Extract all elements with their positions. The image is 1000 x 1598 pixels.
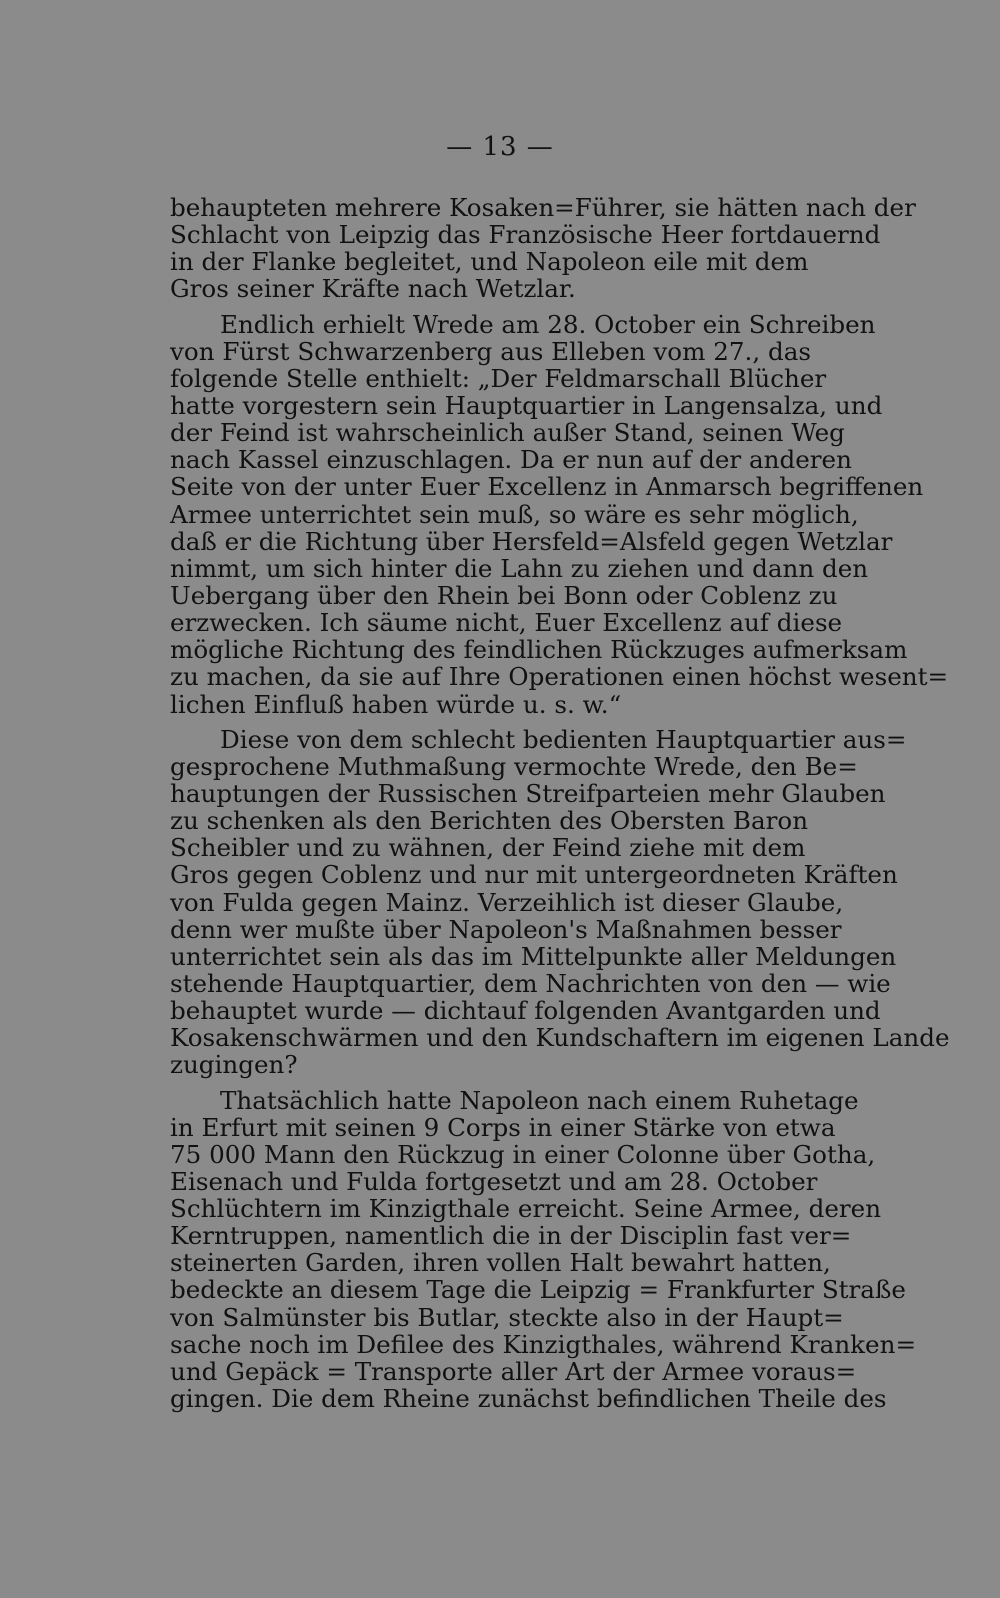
text-line: erzwecken. Ich säume nicht, Euer Excellenz auf diese: [170, 608, 843, 638]
text-line: hauptungen der Russischen Streifparteien mehr Glauben: [170, 778, 886, 808]
text-line: Uebergang über den Rhein bei Bonn oder Coblenz zu: [170, 580, 838, 610]
text-line: gingen. Die dem Rheine zunächst befindlichen Theile des: [170, 1384, 887, 1414]
text-line: Scheibler und zu wähnen, der Feind ziehe mit dem: [170, 833, 806, 863]
text-line: bedeckte an diesem Tage die Leipzig = Frankfurter Straße: [170, 1275, 906, 1305]
text-line: denn wer mußte über Napoleon's Maßnahmen besser: [170, 914, 842, 944]
text-line: hatte vorgestern sein Hauptquartier in Langensalza, und: [170, 390, 883, 420]
text-line: behaupteten mehrere Kosaken=Führer, sie hätten nach der: [170, 193, 916, 222]
text-line: nimmt, um sich hinter die Lahn zu ziehen und dann den: [170, 553, 869, 583]
text-line: behauptet wurde — dichtauf folgenden Avantgarden und: [170, 996, 881, 1026]
text-line: daß er die Richtung über Hersfeld=Alsfeld gegen Wetzlar: [170, 526, 893, 556]
text-line: von Fulda gegen Mainz. Verzeihlich ist dieser Glaube,: [170, 887, 844, 917]
text-line: zugingen?: [170, 1050, 298, 1080]
text-line: sache noch im Defilee des Kinzigthales, während Kranken=: [170, 1329, 917, 1359]
text-line: unterrichtet sein als das im Mittelpunkte aller Meldungen: [170, 941, 897, 971]
text-line: Thatsächlich hatte Napoleon nach einem Ruhetage: [220, 1085, 859, 1115]
text-line: Diese von dem schlecht bedienten Hauptquartier aus=: [220, 724, 907, 754]
text-line: Schlacht von Leipzig das Französische Heer fortdauernd: [170, 220, 881, 250]
text-line: Seite von der unter Euer Excellenz in Anmarsch begriffenen: [170, 472, 924, 502]
text-line: steinerten Garden, ihren vollen Halt bewahrt hatten,: [170, 1248, 831, 1278]
text-line: mögliche Richtung des feindlichen Rückzuges aufmerksam: [170, 635, 908, 665]
body-text: [170, 193, 950, 1414]
text-line: Gros seiner Kräfte nach Wetzlar.: [170, 274, 576, 304]
page-number: — 13 —: [446, 132, 554, 162]
text-line: zu schenken als den Berichten des Obersten Baron: [170, 806, 809, 836]
text-line: Gros gegen Coblenz und nur mit untergeordneten Kräften: [170, 860, 898, 890]
text-line: zu machen, da sie auf Ihre Operationen einen höchst wesent=: [170, 662, 949, 692]
text-line: gesprochene Muthmaßung vermochte Wrede, den Be=: [170, 751, 858, 781]
text-line: der Feind ist wahrscheinlich außer Stand, seinen Weg: [170, 418, 845, 448]
text-line: in der Flanke begleitet, und Napoleon eile mit dem: [170, 247, 809, 277]
text-line: Schlüchtern im Kinzigthale erreicht. Seine Armee, deren: [170, 1194, 882, 1224]
text-line: von Fürst Schwarzenberg aus Elleben vom 27., das: [170, 336, 811, 366]
text-line: Eisenach und Fulda fortgesetzt und am 28. October: [170, 1166, 818, 1196]
text-line: nach Kassel einzuschlagen. Da er nun auf der anderen: [170, 445, 852, 475]
text-line: 75 000 Mann den Rückzug in einer Colonne über Gotha,: [170, 1139, 876, 1169]
text-line: Kerntruppen, namentlich die in der Disciplin fast ver=: [170, 1221, 852, 1251]
text-line: in Erfurt mit seinen 9 Corps in einer Stärke von etwa: [170, 1112, 836, 1142]
text-line: folgende Stelle enthielt: „Der Feldmarschall Blücher: [170, 363, 827, 393]
text-line: von Salmünster bis Butlar, steckte also in der Haupt=: [170, 1302, 844, 1332]
text-line: lichen Einfluß haben würde u. s. w.“: [170, 689, 622, 719]
text-line: stehende Hauptquartier, dem Nachrichten von den — wie: [170, 968, 891, 998]
text-line: Armee unterrichtet sein muß, so wäre es sehr möglich,: [170, 499, 859, 529]
text-line: Kosakenschwärmen und den Kundschaftern im eigenen Lande: [170, 1023, 950, 1053]
text-line: und Gepäck = Transporte aller Art der Armee voraus=: [170, 1356, 857, 1386]
text-line: Endlich erhielt Wrede am 28. October ein Schreiben: [220, 309, 876, 339]
